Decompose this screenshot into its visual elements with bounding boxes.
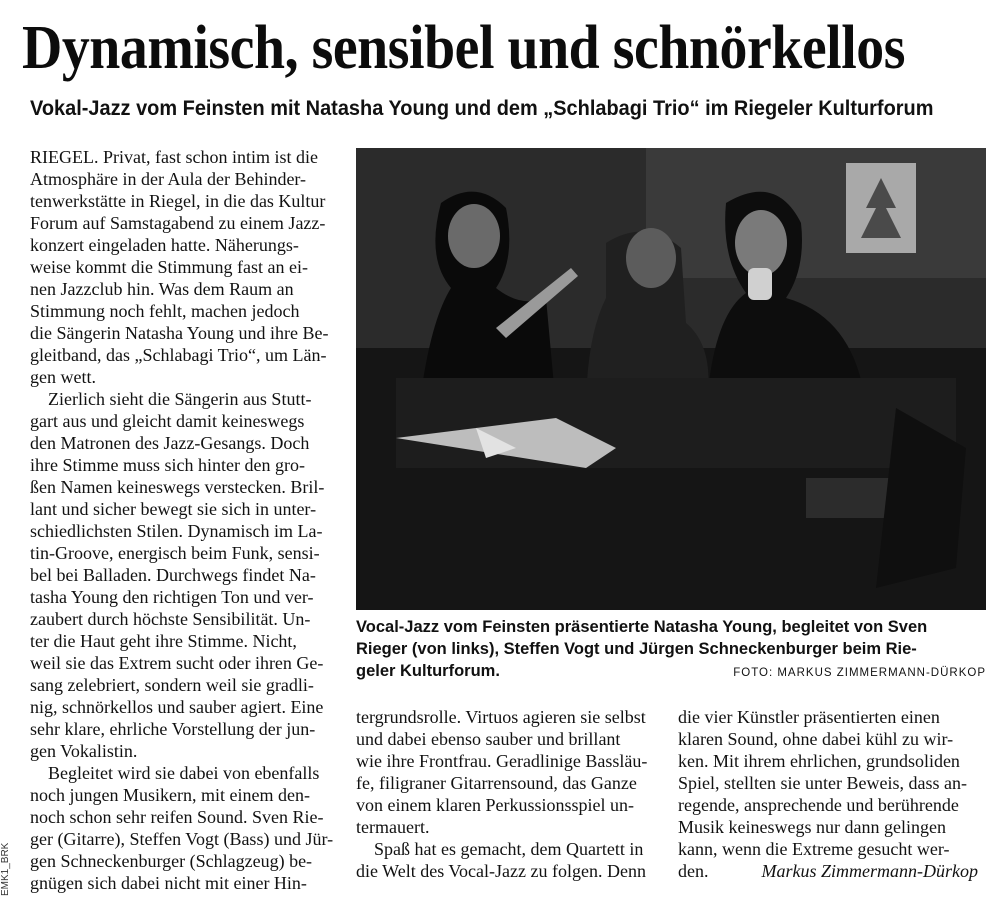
text-line: und dabei ebenso sauber und brillant	[356, 729, 621, 749]
text-line: konzert eingeladen hatte. Näherungs-	[30, 235, 299, 255]
caption-line: geler Kulturforum.	[356, 662, 500, 680]
article-paragraph	[30, 388, 335, 762]
article-paragraph	[30, 146, 335, 388]
caption-line: Rieger (von links), Steffen Vogt und Jürgen Schneckenburger beim Rie-	[356, 640, 917, 658]
text-line: kann, wenn die Extreme gesucht wer-	[678, 839, 950, 859]
text-line: gen Vokalistin.	[30, 741, 138, 761]
text-line: Musik keineswegs nur dann gelingen	[678, 817, 946, 837]
text-line: fe, filigraner Gitarrensound, das Ganze	[356, 773, 637, 793]
text-line: den.	[678, 861, 709, 881]
text-line: noch schon sehr reifen Sound. Sven Rie-	[30, 807, 324, 827]
text-line: weil sie das Extrem sucht oder ihren Ge-	[30, 653, 324, 673]
article-headline: Dynamisch, sensibel und schnörkellos	[22, 14, 906, 82]
text-line: RIEGEL. Privat, fast schon intim ist die	[30, 147, 318, 167]
text-line: zaubert durch höchste Sensibilität. Un-	[30, 609, 311, 629]
text-line: gleitband, das „Schlabagi Trio“, um Län-	[30, 345, 327, 365]
text-line: tasha Young den richtigen Ton und ver-	[30, 587, 314, 607]
text-column-3	[678, 706, 978, 882]
text-line: gen wett.	[30, 367, 96, 387]
article-subheadline: Vokal-Jazz vom Feinsten mit Natasha Young und dem „Schlabagi Trio“ im Riegeler Kulturforum	[30, 97, 934, 120]
text-line: nig, schnörkellos und sauber agiert. Eine	[30, 697, 324, 717]
text-line: ihre Stimme muss sich hinter den gro-	[30, 455, 305, 475]
article-byline: Markus Zimmermann-Dürkop	[761, 861, 978, 881]
text-line: wie ihre Frontfrau. Geradlinige Bassläu-	[356, 751, 648, 771]
photo-credit: FOTO: MARKUS ZIMMERMANN-DÜRKOP	[733, 667, 986, 679]
text-line: gnügen sich dabei nicht mit einer Hin-	[30, 873, 307, 893]
text-line: regende, ansprechende und berührende	[678, 795, 959, 815]
text-line: noch jungen Musikern, mit einem den-	[30, 785, 310, 805]
text-line: nen Jazzclub hin. Was dem Raum an	[30, 279, 294, 299]
text-line: sehr klare, ehrliche Vorstellung der jun-	[30, 719, 316, 739]
text-line: Stimmung noch fehlt, machen jedoch	[30, 301, 300, 321]
text-line: bel bei Balladen. Durchwegs findet Na-	[30, 565, 316, 585]
text-line: Forum auf Samstagabend zu einem Jazz-	[30, 213, 326, 233]
text-line: ßen Namen keineswegs verstecken. Bril-	[30, 477, 325, 497]
text-line: Spiel, stellten sie unter Beweis, dass an-	[678, 773, 967, 793]
text-line: Spaß hat es gemacht, dem Quartett in	[374, 839, 644, 859]
text-line: lant und sicher bewegt sie sich in unter-	[30, 499, 317, 519]
text-column-2	[356, 706, 661, 882]
article-paragraph	[356, 706, 661, 838]
text-line: von einem klaren Perkussionsspiel un-	[356, 795, 634, 815]
text-line: ken. Mit ihrem ehrlichen, grundsoliden	[678, 751, 960, 771]
text-line: tergrundsrolle. Virtuos agieren sie selbst	[356, 707, 646, 727]
text-line: die vier Künstler präsentierten einen	[678, 707, 940, 727]
text-line: ter die Haut geht ihre Stimme. Nicht,	[30, 631, 297, 651]
text-line: Begleitet wird sie dabei von ebenfalls	[48, 763, 320, 783]
concert-photo	[356, 148, 986, 610]
text-line: Zierlich sieht die Sängerin aus Stutt-	[48, 389, 312, 409]
photo-caption	[356, 616, 986, 688]
clipping-code: EMK1_BRK	[0, 842, 11, 896]
text-line: tin-Groove, energisch beim Funk, sensi-	[30, 543, 320, 563]
text-line: klaren Sound, ohne dabei kühl zu wir-	[678, 729, 954, 749]
text-line: gen Schneckenburger (Schlagzeug) be-	[30, 851, 313, 871]
concert-photo-image	[356, 148, 986, 610]
article-paragraph	[678, 706, 978, 882]
article-paragraph	[30, 762, 335, 894]
text-line: weise kommt die Stimmung fast an ei-	[30, 257, 308, 277]
text-line: tenwerkstätte in Riegel, in die das Kultur	[30, 191, 326, 211]
text-column-1	[30, 146, 335, 894]
text-line: termauert.	[356, 817, 430, 837]
text-line: gart aus und gleicht damit keineswegs	[30, 411, 305, 431]
text-line: die Welt des Vocal-Jazz zu folgen. Denn	[356, 861, 646, 881]
text-line: den Matronen des Jazz-Gesangs. Doch	[30, 433, 310, 453]
caption-line: Vocal-Jazz vom Feinsten präsentierte Natasha Young, begleitet von Sven	[356, 618, 928, 636]
article-paragraph	[356, 838, 661, 882]
text-line: ger (Gitarre), Steffen Vogt (Bass) und Jür-	[30, 829, 334, 849]
text-line: die Sängerin Natasha Young und ihre Be-	[30, 323, 329, 343]
microphone	[748, 268, 772, 300]
text-line: Atmosphäre in der Aula der Behinder-	[30, 169, 307, 189]
text-line: sang zelebriert, sondern weil sie gradli-	[30, 675, 314, 695]
text-line: schiedlichsten Stilen. Dynamisch im La-	[30, 521, 323, 541]
